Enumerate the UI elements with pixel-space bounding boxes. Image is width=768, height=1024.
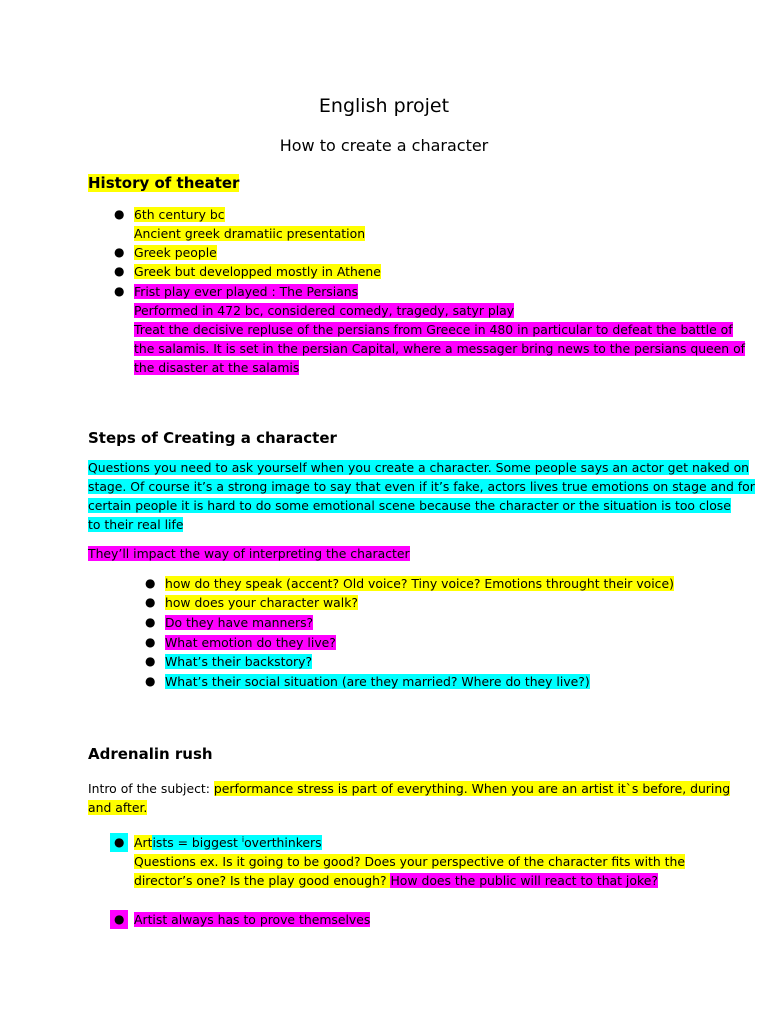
bullet-icon: ● [145, 654, 156, 668]
subject-intro-label: Intro of the subject: [88, 781, 214, 796]
bullet-icon: ● [114, 245, 125, 259]
list-item: Artist always has to prove themselves [134, 912, 371, 927]
list-item-continuation: the salamis. It is set in the persian Capital, where a messager bring news to the persians queen of [134, 341, 746, 356]
list-item: Artists = biggest $^i$overthinkers [134, 834, 322, 850]
list-item-continuation: Questions ex. Is it going to be good? Does your perspective of the character fits with the [134, 854, 685, 869]
question-item: how does your character walk? [165, 595, 358, 610]
list-item-continuation: Treat the decisive repluse of the persians from Greece in 480 in particular to defeat the battle of [134, 322, 733, 337]
intro-paragraph-line: to their real life [88, 517, 184, 532]
question-item: Do they have manners? [165, 615, 314, 630]
list-item-continuation: Ancient greek dramatiic presentation [134, 226, 366, 241]
document-title: English projet [318, 95, 450, 117]
bullet-icon: ● [145, 576, 156, 590]
question-item: What’s their backstory? [165, 654, 313, 669]
question-item: What’s their social situation (are they married? Where do they live?) [165, 674, 590, 689]
list-item: Greek people [134, 245, 217, 260]
bullet-icon: ● [110, 833, 128, 852]
subject-intro-line: and after. [88, 800, 148, 815]
intro-paragraph-line: stage. Of course it’s a strong image to say that even if it’s fake, actors lives true emotions on stage and for [88, 479, 755, 494]
impact-note: They’ll impact the way of interpreting the character [88, 546, 410, 561]
question-item: how do they speak (accent? Old voice? Tiny voice? Emotions throught their voice) [165, 576, 674, 591]
list-item: Greek but developped mostly in Athene [134, 264, 381, 279]
bullet-icon: ● [145, 635, 156, 649]
list-item-continuation: director’s one? Is the play good enough? How does the public will react to that joke? [134, 873, 658, 888]
section-heading-steps: Steps of Creating a character [88, 429, 337, 447]
bullet-icon: ● [145, 595, 156, 609]
list-item-continuation: Performed in 472 bc, considered comedy, tragedy, satyr play [134, 303, 515, 318]
intro-paragraph-line: certain people it is hard to do some emotional scene because the character or the situation is too close [88, 498, 731, 513]
list-item-continuation: the disaster at the salamis [134, 360, 300, 375]
section-heading-adrenalin: Adrenalin rush [88, 745, 213, 763]
bullet-icon: ● [145, 615, 156, 629]
document-subtitle: How to create a character [279, 136, 489, 155]
bullet-icon: ● [114, 207, 125, 221]
bullet-icon: ● [145, 674, 156, 688]
section-heading-history: History of theater [88, 174, 240, 192]
bullet-icon: ● [114, 284, 125, 298]
question-item: What emotion do they live? [165, 635, 336, 650]
bullet-icon: ● [110, 910, 128, 929]
subject-intro-line: Intro of the subject: performance stress is part of everything. When you are an artist it`s before, during [88, 781, 731, 796]
list-item: Frist play ever played : The Persians [134, 284, 359, 299]
list-item: 6th century bc [134, 207, 225, 222]
intro-paragraph-line: Questions you need to ask yourself when you create a character. Some people says an actor get naked on [88, 460, 750, 475]
bullet-icon: ● [114, 264, 125, 278]
